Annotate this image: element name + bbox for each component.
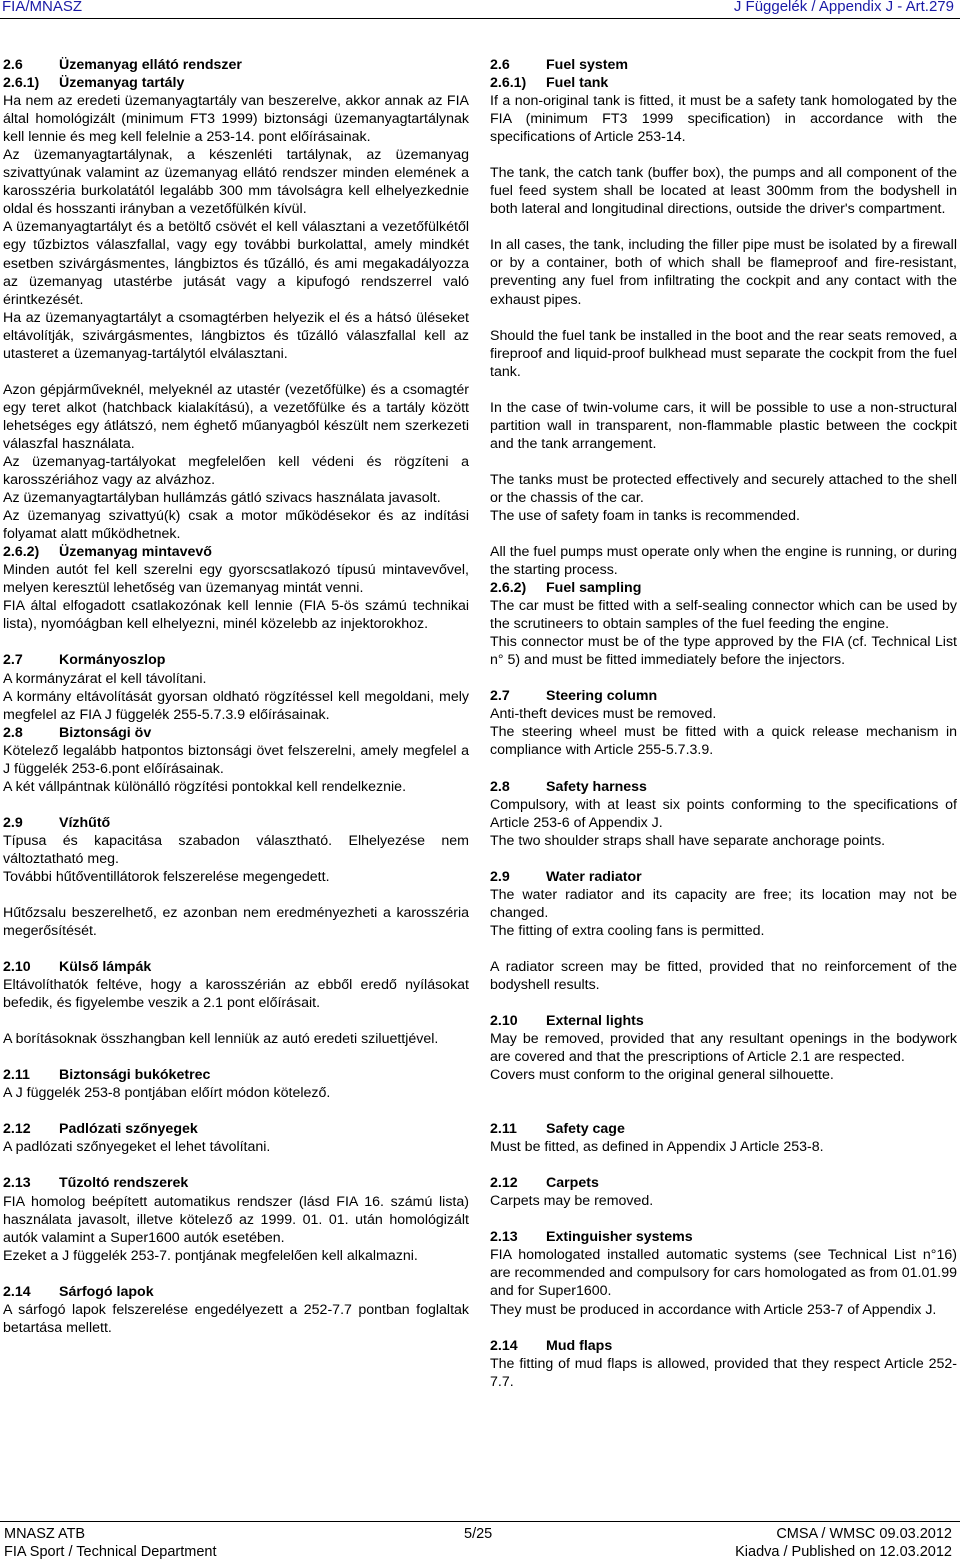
paragraph: FIA homologated installed automatic systems (see Technical List n°16) are recommended and compulsory for cars homologated as from 01.01.99 and for Super1600. bbox=[490, 1247, 957, 1300]
section-number: 2.7 bbox=[490, 688, 510, 705]
paragraph: The fitting of extra cooling fans is permitted. bbox=[490, 922, 765, 939]
section-title: External lights bbox=[546, 1012, 644, 1029]
section-heading bbox=[490, 74, 957, 92]
section-title: Tűzoltó rendszerek bbox=[59, 1175, 189, 1192]
spacer bbox=[3, 796, 469, 814]
section-heading bbox=[3, 651, 469, 669]
paragraph: In the case of twin-volume cars, it will be possible to use a non-structural partition wall in transparent, non-flammable plastic between the cockpit and the tank arrangement. bbox=[490, 399, 957, 452]
section-number: 2.12 bbox=[490, 1175, 518, 1192]
spacer bbox=[3, 1265, 469, 1283]
section-number: 2.10 bbox=[3, 959, 31, 976]
section-title: Fuel sampling bbox=[546, 580, 642, 597]
section-number: 2.6 bbox=[3, 57, 23, 73]
paragraph: A kormány eltávolítását gyorsan oldható rögzítéssel kell megoldani, mely megfelel az FIA J függelék 255-5.7.3.9 előírásainak. bbox=[3, 688, 469, 723]
paragraph: FIA által elfogadott csatlakozónak kell lennie (FIA 5-ös számú technikai lista), nyomóágban kell elhelyezni, minél közelebb az injektorokhoz. bbox=[3, 598, 469, 633]
section-number: 2.6.2) bbox=[3, 544, 40, 561]
section-number: 2.6.1) bbox=[490, 75, 527, 92]
page-header bbox=[0, 0, 960, 19]
spacer bbox=[490, 218, 957, 236]
section-title: Safety harness bbox=[546, 778, 647, 795]
spacer bbox=[490, 940, 957, 958]
paragraph: A radiator screen may be fitted, provided that no reinforcement of the bodyshell results. bbox=[490, 958, 957, 993]
paragraph: Eltávolíthatók feltéve, hogy a karosszérián az ebből eredő nyílásokat befedik, és figyelembe veszik a 2.1 pont előírásait. bbox=[3, 977, 469, 1012]
paragraph: A padlózati szőnyegeket el lehet távolítani. bbox=[3, 1139, 271, 1156]
paragraph: The tanks must be protected effectively and securely attached to the shell or the chassis of the car. bbox=[490, 471, 957, 506]
paragraph: Ezeket a J függelék 253-7. pontjának megfelelően kell alkalmazni. bbox=[3, 1247, 418, 1264]
paragraph: Azon gépjárműveknél, melyeknél az utastér (vezetőfülke) és a csomagtér egy teret alkot (hatchback kialakítású), a vezetőfülke és a tartály között lehetséges egy átlátszó, nem éghető műanyagból készült nem szerkezeti válaszfal használata. bbox=[3, 381, 469, 452]
paragraph: All the fuel pumps must operate only when the engine is running, or during the starting process. bbox=[490, 543, 957, 579]
section-heading bbox=[490, 1120, 957, 1138]
section-title: Vízhűtő bbox=[59, 814, 111, 831]
page-number: 5/25 bbox=[464, 1526, 493, 1542]
paragraph: A két vállpántnak különálló rögzítési pontokkal kell rendelkeznie. bbox=[3, 778, 407, 795]
paragraph: A sárfogó lapok felszerelése engedélyezett a 252-7.7 pontban foglaltak betartása mellett. bbox=[3, 1301, 469, 1336]
section-number: 2.12 bbox=[3, 1121, 31, 1138]
section-heading bbox=[3, 1283, 469, 1301]
section-heading bbox=[3, 1174, 469, 1192]
section-number: 2.6.1) bbox=[3, 75, 40, 92]
spacer bbox=[490, 1102, 957, 1120]
section-title: Üzemanyag ellátó rendszer bbox=[59, 57, 242, 73]
paragraph: A J függelék 253-8 pontjában előírt módon kötelező. bbox=[3, 1085, 331, 1102]
footer-left-1: MNASZ ATB bbox=[4, 1526, 86, 1542]
spacer bbox=[490, 146, 957, 164]
spacer bbox=[490, 760, 957, 778]
paragraph: The use of safety foam in tanks is recommended. bbox=[490, 507, 800, 524]
section-title: Biztonsági bukóketrec bbox=[59, 1067, 211, 1084]
spacer bbox=[3, 940, 469, 958]
paragraph: Covers must conform to the original general silhouette. bbox=[490, 1067, 834, 1084]
section-heading bbox=[3, 543, 469, 561]
section-heading bbox=[3, 814, 469, 832]
section-number: 2.11 bbox=[490, 1121, 517, 1138]
section-heading bbox=[490, 868, 957, 886]
paragraph: További hűtőventillátorok felszerelése megengedett. bbox=[3, 868, 330, 885]
section-heading bbox=[3, 74, 469, 92]
paragraph: The car must be fitted with a self-sealing connector which can be used by the scrutineers to obtain samples of the fuel feeding the engine. bbox=[490, 598, 957, 633]
section-number: 2.14 bbox=[490, 1337, 518, 1354]
section-heading bbox=[490, 1228, 957, 1246]
spacer bbox=[490, 669, 957, 687]
header-right: J Függelék / Appendix J - Art.279 bbox=[733, 0, 954, 15]
section-title: Külső lámpák bbox=[59, 959, 152, 976]
paragraph: In all cases, the tank, including the filler pipe must be isolated by a firewall or by a container, both of which shall be flameproof and fire-resistant, preventing any fuel from infiltrating the cockpit and any contact with the exhaust pipes. bbox=[490, 237, 957, 308]
paragraph: Ha az üzemanyagtartályt a csomagtérben helyezik el és a hátsó üléseket eltávolítják, szivárgásmentes, lángbiztos és tűzálló válaszfallal kell az utasteret a üzemanyag-tartálytól elválasztani. bbox=[3, 309, 469, 362]
spacer bbox=[490, 1210, 957, 1228]
section-title: Üzemanyag tartály bbox=[59, 75, 185, 92]
section-heading bbox=[3, 1066, 469, 1084]
section-heading bbox=[490, 56, 957, 74]
section-title: Steering column bbox=[546, 688, 658, 705]
paragraph: Az üzemanyagtartálynak, a készenléti tartálynak, az üzemanyag szivattyúnak valamint az üzemanyag ellátó rendszer minden elemének a karosszéria burkolatától legalább 300 mm távolságra kell elhelyezkednie oldal és hosszanti irányban a vezetőfülkén kívül. bbox=[3, 147, 469, 218]
section-title: Kormányoszlop bbox=[59, 652, 166, 669]
section-title: Safety cage bbox=[546, 1121, 625, 1138]
section-number: 2.8 bbox=[3, 724, 23, 741]
paragraph: May be removed, provided that any resultant openings in the bodywork are covered and that the prescriptions of Article 2.1 are respected. bbox=[490, 1031, 957, 1066]
spacer bbox=[490, 1084, 957, 1102]
paragraph: Should the fuel tank be installed in the boot and the rear seats removed, a fireproof and liquid-proof bulkhead must separate the cockpit from the fuel tank. bbox=[490, 327, 957, 380]
paragraph: Az üzemanyag-tartályokat megfelelően kell védeni és rögzíteni a karosszériához vagy az alvázhoz. bbox=[3, 453, 469, 489]
spacer bbox=[3, 886, 469, 904]
section-heading bbox=[490, 579, 957, 597]
section-heading bbox=[490, 778, 957, 796]
paragraph: Carpets may be removed. bbox=[490, 1193, 654, 1210]
spacer bbox=[490, 309, 957, 327]
paragraph: The steering wheel must be fitted with a quick release mechanism in compliance with Article 255-5.7.3.9. bbox=[490, 724, 957, 759]
paragraph: If a non-original tank is fitted, it must be a safety tank homologated by the FIA (minimum FT3 1999 specification) in accordance with the specifications of Article 253-14. bbox=[490, 93, 957, 146]
section-number: 2.11 bbox=[3, 1067, 30, 1084]
section-number: 2.13 bbox=[490, 1229, 518, 1246]
header-left: FIA/MNASZ bbox=[2, 0, 83, 15]
paragraph: Ha nem az eredeti üzemanyagtartály van beszerelve, akkor annak az FIA által homológizált (minimum FT3 1999) biztonsági üzemanyagtartálynak kell lennie és meg kell felelnie a 253-14. pont előírásainak. bbox=[3, 93, 469, 146]
section-title: Fuel tank bbox=[546, 75, 609, 92]
section-heading bbox=[490, 1337, 957, 1355]
section-title: Fuel system bbox=[546, 57, 629, 73]
spacer bbox=[3, 363, 469, 381]
section-title: Padlózati szőnyegek bbox=[59, 1121, 198, 1138]
paragraph: The two shoulder straps shall have separate anchorage points. bbox=[490, 832, 886, 849]
section-number: 2.13 bbox=[3, 1175, 31, 1192]
page-footer bbox=[0, 1521, 960, 1562]
paragraph: Minden autót fel kell szerelni egy gyorscsatlakozó típusú mintavevővel, melyen keresztül lehetőség van üzemanyag mintát venni. bbox=[3, 562, 469, 597]
section-heading bbox=[490, 1012, 957, 1030]
paragraph: The water radiator and its capacity are free; its location may not be changed. bbox=[490, 886, 957, 921]
paragraph: Az üzemanyag szivattyú(k) csak a motor működésekor és az indítási folyamat alatt működhetnek. bbox=[3, 508, 469, 543]
paragraph: A üzemanyagtartályt és a betöltő csövét el kell választani a vezetőfülkétől egy tűzbiztos válaszfallal, vagy egy további burkolattal, amely mindkét esetben szivárgásmentes, lángbiztos és tűzálló, és ami megakadályozza az üzemanyag utastérbe jutását vagy a kipufogó rendszerrel való érintkezését. bbox=[3, 219, 469, 308]
paragraph: Compulsory, with at least six points conforming to the specifications of Article 253-6 of Appendix J. bbox=[490, 796, 957, 831]
spacer bbox=[3, 1048, 469, 1066]
section-heading bbox=[490, 1174, 957, 1192]
section-number: 2.9 bbox=[490, 868, 510, 885]
section-title: Biztonsági öv bbox=[59, 724, 152, 741]
spacer bbox=[3, 1156, 469, 1174]
footer-right-1: CMSA / WMSC 09.03.2012 bbox=[776, 1526, 952, 1542]
spacer bbox=[490, 381, 957, 399]
hungarian-column bbox=[3, 56, 469, 1337]
paragraph: Kötelező legalább hatpontos biztonsági övet felszerelni, amely megfelel a J függelék 253-6.pont előírásainak. bbox=[3, 742, 469, 777]
spacer bbox=[490, 1319, 957, 1337]
english-column bbox=[490, 56, 957, 1391]
spacer bbox=[3, 1012, 469, 1030]
section-title: Carpets bbox=[546, 1175, 599, 1192]
section-number: 2.6 bbox=[490, 57, 510, 73]
paragraph: The tank, the catch tank (buffer box), the pumps and all component of the fuel feed system shall be located at least 300mm from the bodyshell in both lateral and longitudinal directions, outside the driver's compartment. bbox=[490, 165, 957, 218]
spacer bbox=[3, 633, 469, 651]
section-title: Sárfogó lapok bbox=[59, 1283, 154, 1300]
section-number: 2.14 bbox=[3, 1283, 31, 1300]
paragraph: Az üzemanyagtartályban hullámzás gátló szivacs használata javasolt. bbox=[3, 490, 441, 507]
section-number: 2.9 bbox=[3, 814, 23, 831]
paragraph: This connector must be of the type approved by the FIA (cf. Technical List n° 5) and must be fitted immediately before the injectors. bbox=[490, 634, 957, 669]
spacer bbox=[3, 1102, 469, 1120]
section-title: Extinguisher systems bbox=[546, 1229, 693, 1246]
section-heading bbox=[3, 958, 469, 976]
section-number: 2.8 bbox=[490, 778, 510, 795]
section-title: Üzemanyag mintavevő bbox=[59, 544, 212, 561]
section-heading bbox=[3, 56, 469, 74]
paragraph: Hűtőzsalu beszerelhető, ez azonban nem eredményezheti a karosszéria megerősítését. bbox=[3, 905, 469, 940]
spacer bbox=[490, 1156, 957, 1174]
footer-right-2: Kiadva / Published on 12.03.2012 bbox=[735, 1544, 952, 1560]
paragraph: A kormányzárat el kell távolítani. bbox=[3, 670, 207, 687]
paragraph: FIA homolog beépített automatikus rendszer (lásd FIA 16. számú lista) használata javasolt, illetve kötelező az 1999. 01. 01. után homológizált autók valamint a Super1600 autók esetében. bbox=[3, 1193, 469, 1246]
section-title: Water radiator bbox=[546, 868, 642, 885]
spacer bbox=[490, 453, 957, 471]
paragraph: A borításoknak összhangban kell lenniük az autó eredeti sziluettjével. bbox=[3, 1031, 439, 1048]
spacer bbox=[490, 994, 957, 1012]
paragraph: They must be produced in accordance with Article 253-7 of Appendix J. bbox=[490, 1301, 937, 1318]
paragraph: Must be fitted, as defined in Appendix J Article 253-8. bbox=[490, 1139, 824, 1156]
section-number: 2.6.2) bbox=[490, 580, 527, 597]
spacer bbox=[490, 525, 957, 543]
section-heading bbox=[3, 724, 469, 742]
paragraph: The fitting of mud flaps is allowed, provided that they respect Article 252-7.7. bbox=[490, 1355, 957, 1390]
section-heading bbox=[490, 687, 957, 705]
paragraph: Típusa és kapacitása szabadon választható. Elhelyezése nem változtatható meg. bbox=[3, 832, 469, 867]
spacer bbox=[490, 850, 957, 868]
paragraph: Anti-theft devices must be removed. bbox=[490, 706, 717, 723]
footer-left-2: FIA Sport / Technical Department bbox=[4, 1544, 217, 1560]
section-heading bbox=[3, 1120, 469, 1138]
section-title: Mud flaps bbox=[546, 1337, 613, 1354]
section-number: 2.7 bbox=[3, 652, 23, 669]
section-number: 2.10 bbox=[490, 1012, 518, 1029]
